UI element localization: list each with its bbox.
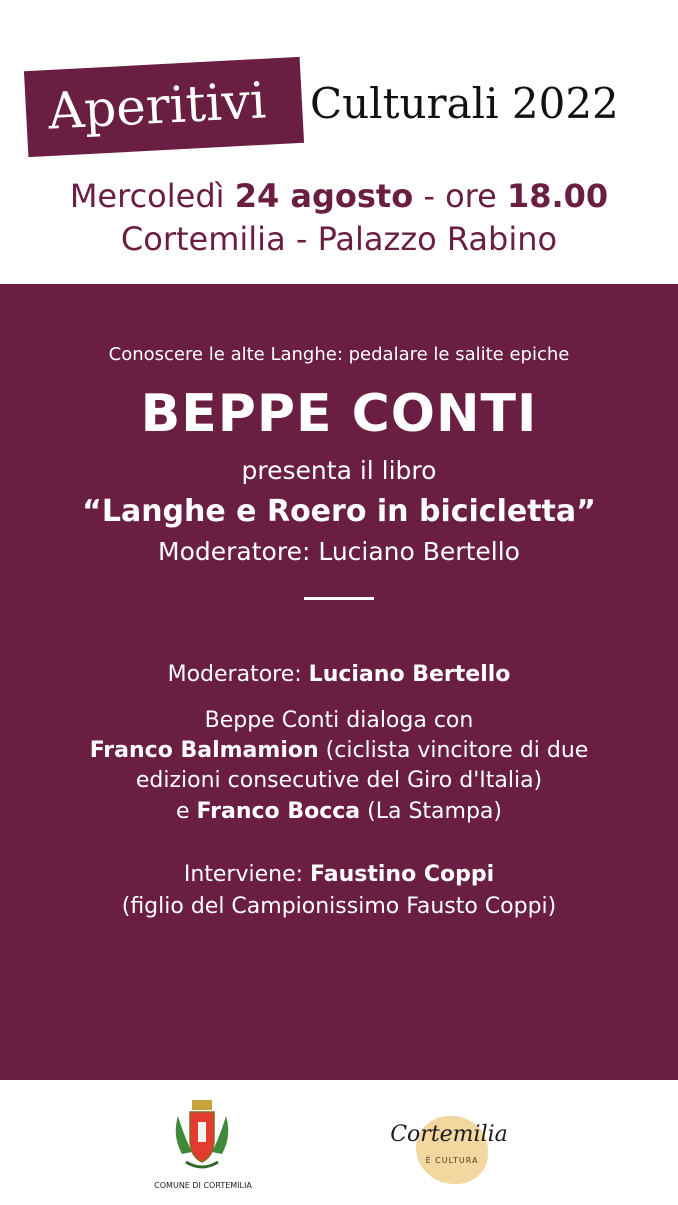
speaker-name: BEPPE CONTI: [140, 384, 538, 444]
moderator-name: Luciano Bertello: [308, 662, 511, 687]
intervention-desc: (figlio del Campionissimo Fausto Coppi): [121, 894, 557, 919]
event-date-value: 24 agosto: [234, 177, 414, 215]
cortemilia-logo-script: Cortemilia: [390, 1122, 508, 1147]
guest1-desc: (ciclista vincitore di due: [325, 738, 589, 763]
moderator-label-top: Moderatore:: [158, 537, 311, 566]
guest1-desc-cont: edizioni consecutive del Giro d'Italia): [135, 768, 543, 793]
and-text: e: [175, 799, 190, 824]
intervention-line: [0, 862, 678, 887]
title-badge-text: Aperitivi: [46, 71, 268, 141]
book-title: “Langhe e Roero in bicicletta”: [82, 494, 596, 529]
intervention-label: Interviene:: [183, 862, 304, 887]
event-place: Cortemilia - Palazzo Rabino: [120, 220, 558, 258]
dialogue-guest1: [0, 738, 678, 763]
intervention-name: Faustino Coppi: [310, 862, 495, 887]
presents-text: presenta il libro: [241, 456, 437, 485]
cortemilia-logo-sub: È CULTURA: [425, 1156, 479, 1165]
guest2-name: Franco Bocca: [196, 799, 361, 824]
moderator-line-top: [0, 537, 678, 566]
event-date: [0, 177, 678, 215]
municipal-crest-icon: [162, 1096, 242, 1176]
header: [0, 0, 678, 284]
title-rest: Culturali 2022: [310, 79, 619, 128]
moderator-name-top: Luciano Bertello: [318, 537, 520, 566]
moderator-line: [0, 662, 678, 687]
guest1-name: Franco Balmamion: [89, 738, 319, 763]
moderator-label: Moderatore:: [167, 662, 302, 687]
dialogue-intro: Beppe Conti dialoga con: [204, 708, 474, 733]
crest-label: COMUNE DI CORTEMILIA: [154, 1181, 252, 1190]
guest2-desc: (La Stampa): [367, 799, 502, 824]
event-day: Mercoledì: [69, 177, 225, 215]
dialogue-guest2: [0, 799, 678, 824]
event-time: 18.00: [506, 177, 609, 215]
event-subtitle: Conoscere le alte Langhe: pedalare le salite epiche: [108, 344, 570, 365]
footer: [0, 1080, 678, 1205]
main-panel: [0, 284, 678, 1080]
divider: [304, 597, 374, 600]
event-time-sep: - ore: [423, 177, 497, 215]
